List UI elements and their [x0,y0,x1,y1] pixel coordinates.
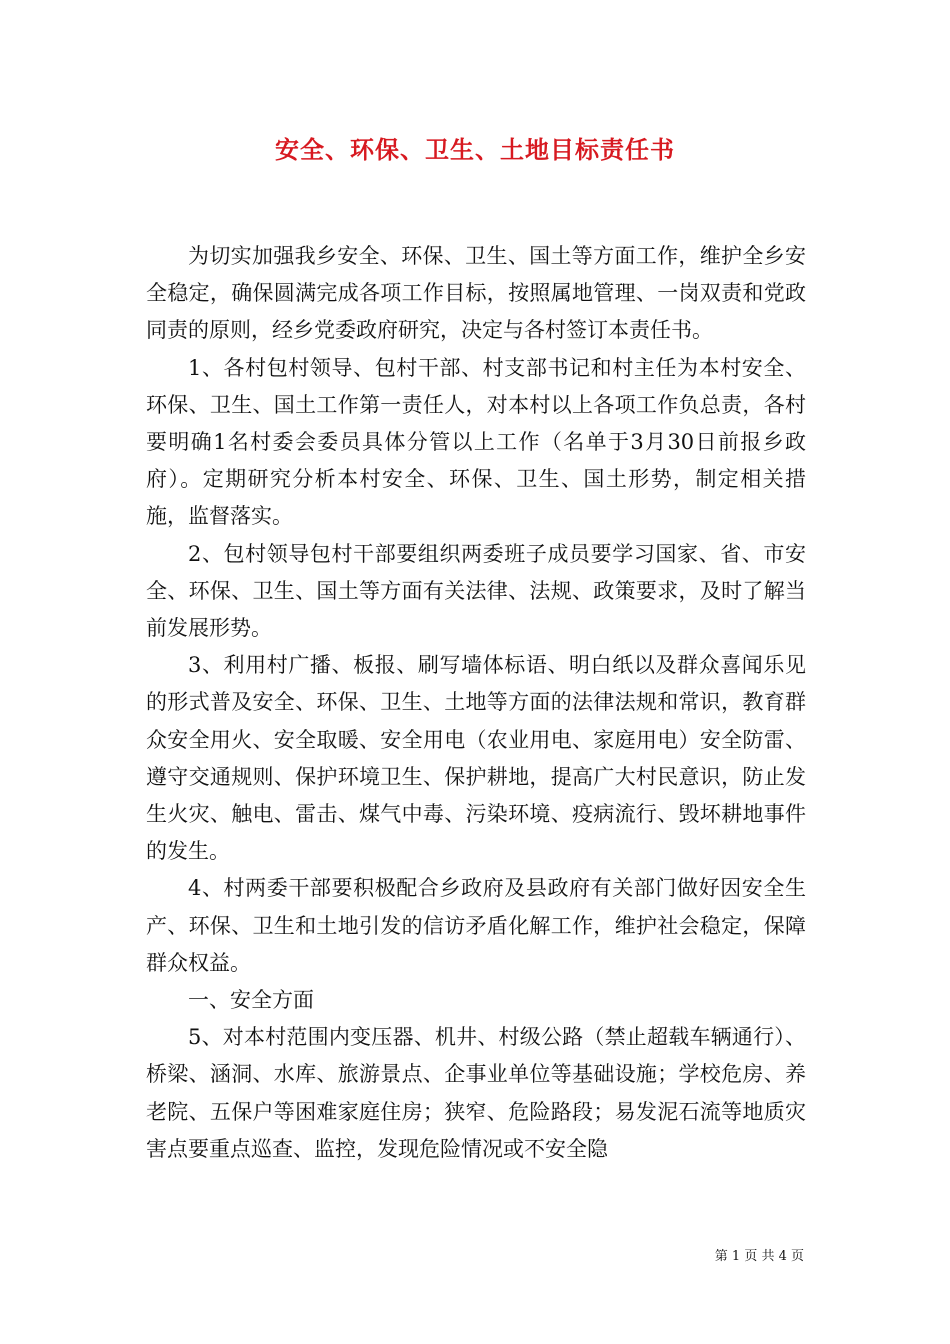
page-number: 第 1 页 共 4 页 [714,1249,804,1264]
section-heading-safety: 一、安全方面 [188,988,314,1013]
document-title: 安全、环保、卫生、土地目标责任书 [275,135,675,164]
clause-1-paragraph: 1、各村包村领导、包村干部、村支部书记和村主任为本村安全、环保、卫生、国土工作第一责任人，对本村以上各项工作负总责，各村要明确1名村委会委员具体分管以上工作（名单于3月30日前报乡政府）。定期研究分析本村安全、环保、卫生、国土形势，制定相关措施，监督落实。 [146,355,806,529]
document-body [146,238,806,1168]
clause-2-paragraph: 2、包村领导包村干部要组织两委班子成员要学习国家、省、市安全、环保、卫生、国土等方面有关法律、法规、政策要求，及时了解当前发展形势。 [146,541,806,641]
clause-4-paragraph: 4、村两委干部要积极配合乡政府及县政府有关部门做好因安全生产、环保、卫生和土地引发的信访矛盾化解工作，维护社会稳定，保障群众权益。 [146,876,806,975]
clause-3-paragraph: 3、利用村广播、板报、刷写墙体标语、明白纸以及群众喜闻乐见的形式普及安全、环保、卫生、土地等方面的法律法规和常识，教育群众安全用火、安全取暖、安全用电（农业用电、家庭用电）安全防雷、遵守交通规则、保护环境卫生、保护耕地，提高广大村民意识，防止发生火灾、触电、雷击、煤气中毒、污染环境、疫病流行、毁坏耕地事件的发生。 [146,653,806,864]
clause-5-paragraph: 5、对本村范围内变压器、机井、村级公路（禁止超载车辆通行）、桥梁、涵洞、水库、旅游景点、企事业单位等基础设施；学校危房、养老院、五保户等困难家庭住房；狭窄、危险路段；易发泥石流等地质灾害点要重点巡查、监控，发现危险情况或不安全隐 [146,1025,806,1161]
intro-paragraph: 为切实加强我乡安全、环保、卫生、国土等方面工作，维护全乡安全稳定，确保圆满完成各项工作目标，按照属地管理、一岗双责和党政同责的原则，经乡党委政府研究，决定与各村签订本责任书。 [146,244,806,343]
